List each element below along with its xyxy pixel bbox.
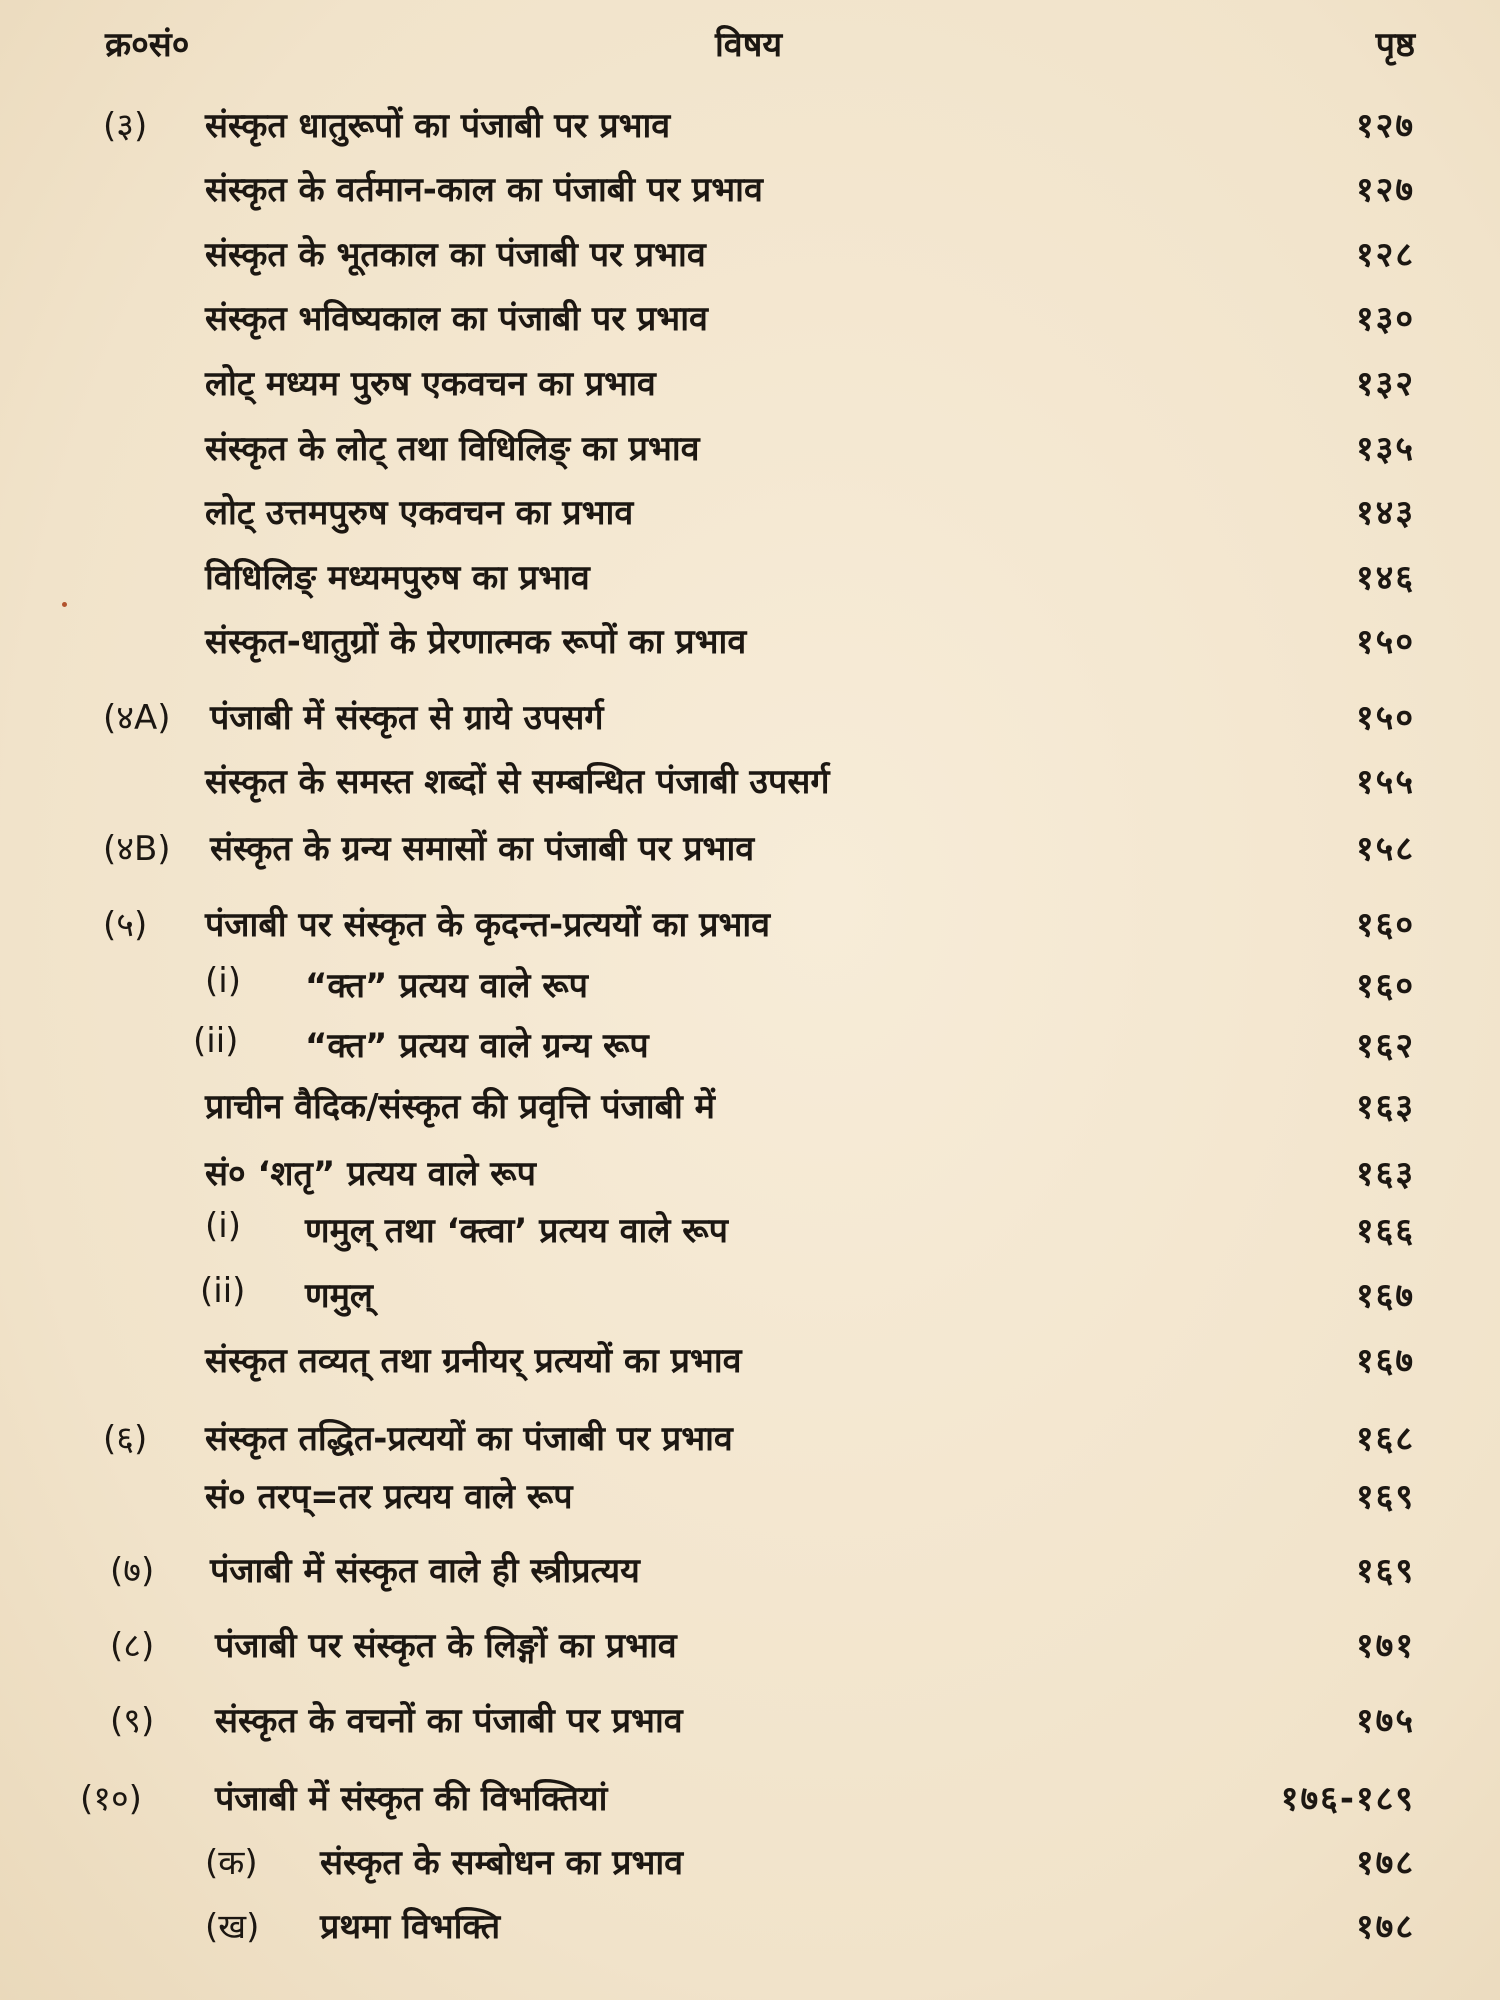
toc-entry xyxy=(0,751,1500,803)
toc-entry xyxy=(0,224,1500,276)
entry-page: १६७ xyxy=(1355,1341,1415,1381)
entry-page: १३० xyxy=(1355,299,1415,339)
entry-number: (क) xyxy=(205,1843,258,1883)
toc-entry xyxy=(0,894,1500,946)
entry-title: संस्कृत के वर्तमान-काल का पंजाबी पर प्रभाव xyxy=(205,170,763,210)
toc-entry xyxy=(0,1690,1500,1742)
entry-title: णमुल् xyxy=(305,1276,373,1316)
entry-title: पंजाबी पर संस्कृत के कृदन्त-प्रत्ययों का प्रभाव xyxy=(205,905,771,945)
entry-title: संस्कृत के लोट् तथा विधिलिङ् का प्रभाव xyxy=(205,429,700,469)
entry-title: प्रथमा विभक्ति xyxy=(320,1907,501,1947)
toc-entry xyxy=(0,1408,1500,1460)
entry-page: १६० xyxy=(1355,905,1415,945)
toc-entry xyxy=(0,1200,1500,1252)
header-subject: विषय xyxy=(715,25,783,65)
entry-number: (ख) xyxy=(205,1907,260,1947)
entry-page: १७६-१८९ xyxy=(1280,1779,1415,1819)
entry-title: “क्त” प्रत्यय वाले ग्रन्य रूप xyxy=(305,1026,649,1066)
entry-title: संस्कृत के वचनों का पंजाबी पर प्रभाव xyxy=(215,1701,683,1741)
entry-title: विधिलिङ् मध्यमपुरुष का प्रभाव xyxy=(205,558,590,598)
entry-number: (९) xyxy=(110,1701,155,1741)
toc-entry xyxy=(0,1832,1500,1884)
entry-page: १६२ xyxy=(1355,1026,1415,1066)
toc-entry xyxy=(0,1540,1500,1592)
toc-entry xyxy=(0,418,1500,470)
entry-page: १६३ xyxy=(1355,1154,1415,1194)
entry-number: (१०) xyxy=(80,1779,142,1819)
entry-page: १४६ xyxy=(1355,558,1415,598)
entry-title: पंजाबी पर संस्कृत के लिङ्गों का प्रभाव xyxy=(215,1626,677,1666)
entry-title: संस्कृत-धातुग्रों के प्रेरणात्मक रूपों का प्रभाव xyxy=(205,622,747,662)
entry-number: (४A) xyxy=(103,698,171,738)
entry-number: (५) xyxy=(103,905,148,945)
toc-entry xyxy=(0,1265,1500,1317)
toc-entry xyxy=(0,95,1500,147)
toc-entry xyxy=(0,818,1500,870)
entry-page: १६७ xyxy=(1355,1276,1415,1316)
entry-title: संस्कृत के ग्रन्य समासों का पंजाबी पर प्रभाव xyxy=(210,829,755,869)
entry-title: सं० तरप्=तर प्रत्यय वाले रूप xyxy=(205,1477,573,1517)
entry-number: (ii) xyxy=(193,1021,239,1061)
toc-entry xyxy=(0,353,1500,405)
entry-page: १५० xyxy=(1355,698,1415,738)
entry-page: १७८ xyxy=(1355,1907,1415,1947)
entry-title: पंजाबी में संस्कृत की विभक्तियां xyxy=(215,1779,608,1819)
toc-entry xyxy=(0,159,1500,211)
entry-number: (७) xyxy=(110,1551,155,1591)
entry-title: संस्कृत धातुरूपों का पंजाबी पर प्रभाव xyxy=(205,106,671,146)
entry-title: पंजाबी में संस्कृत से ग्राये उपसर्ग xyxy=(210,698,604,738)
entry-title: लोट् उत्तमपुरुष एकवचन का प्रभाव xyxy=(205,493,634,533)
header-page: पृष्ठ xyxy=(1375,25,1415,65)
toc-entry xyxy=(0,1015,1500,1067)
toc-entry xyxy=(0,687,1500,739)
entry-page: १६९ xyxy=(1355,1551,1415,1591)
entry-page: १६९ xyxy=(1355,1477,1415,1517)
toc-entry xyxy=(0,1896,1500,1948)
toc-entry xyxy=(0,1076,1500,1128)
entry-page: १७८ xyxy=(1355,1843,1415,1883)
entry-title: पंजाबी में संस्कृत वाले ही स्त्रीप्रत्यय xyxy=(210,1551,640,1591)
entry-page: १७१ xyxy=(1355,1626,1415,1666)
entry-page: १३५ xyxy=(1355,429,1415,469)
entry-page: १२८ xyxy=(1355,235,1415,275)
toc-entry xyxy=(0,611,1500,663)
entry-title: संस्कृत के सम्बोधन का प्रभाव xyxy=(320,1843,684,1883)
entry-page: १२७ xyxy=(1355,106,1415,146)
toc-entry xyxy=(0,1330,1500,1382)
entry-page: १६८ xyxy=(1355,1419,1415,1459)
entry-page: १३२ xyxy=(1355,364,1415,404)
entry-page: १५८ xyxy=(1355,829,1415,869)
entry-title: संस्कृत के भूतकाल का पंजाबी पर प्रभाव xyxy=(205,235,706,275)
entry-title: प्राचीन वैदिक/संस्कृत की प्रवृत्ति पंजाबी में xyxy=(205,1087,715,1127)
entry-number: (३) xyxy=(103,106,148,146)
entry-title: संस्कृत तद्धित-प्रत्ययों का पंजाबी पर प्रभाव xyxy=(205,1419,733,1459)
entry-page: १४३ xyxy=(1355,493,1415,533)
entry-page: १२७ xyxy=(1355,170,1415,210)
toc-entry xyxy=(0,547,1500,599)
entry-page: १६६ xyxy=(1355,1211,1415,1251)
toc-entry xyxy=(0,1615,1500,1667)
header-serial: क्र०सं० xyxy=(105,25,190,65)
entry-title: संस्कृत तव्यत् तथा ग्रनीयर् प्रत्ययों का प्रभाव xyxy=(205,1341,742,1381)
entry-page: १६० xyxy=(1355,966,1415,1006)
entry-page: १७५ xyxy=(1355,1701,1415,1741)
entry-title: संस्कृत के समस्त शब्दों से सम्बन्धित पंजाबी उपसर्ग xyxy=(205,762,830,802)
entry-title: “क्त” प्रत्यय वाले रूप xyxy=(305,966,588,1006)
entry-page: १५० xyxy=(1355,622,1415,662)
toc-entry xyxy=(0,1143,1500,1195)
toc-entry xyxy=(0,1466,1500,1518)
entry-number: (६) xyxy=(103,1419,148,1459)
entry-number: (८) xyxy=(110,1626,155,1666)
toc-entry xyxy=(0,288,1500,340)
entry-number: (i) xyxy=(205,961,241,1001)
toc-entry xyxy=(0,955,1500,1007)
entry-title: संस्कृत भविष्यकाल का पंजाबी पर प्रभाव xyxy=(205,299,708,339)
entry-title: सं० ‘शतृ” प्रत्यय वाले रूप xyxy=(205,1154,536,1194)
entry-page: १५५ xyxy=(1355,762,1415,802)
entry-page: १६३ xyxy=(1355,1087,1415,1127)
entry-number: (ii) xyxy=(200,1271,246,1311)
ink-speck xyxy=(62,602,67,607)
entry-title: णमुल् तथा ‘क्त्वा’ प्रत्यय वाले रूप xyxy=(305,1211,728,1251)
entry-title: लोट् मध्यम पुरुष एकवचन का प्रभाव xyxy=(205,364,656,404)
entry-number: (४B) xyxy=(103,829,171,869)
entry-number: (i) xyxy=(205,1206,241,1246)
toc-entry xyxy=(0,1768,1500,1820)
toc-entry xyxy=(0,482,1500,534)
